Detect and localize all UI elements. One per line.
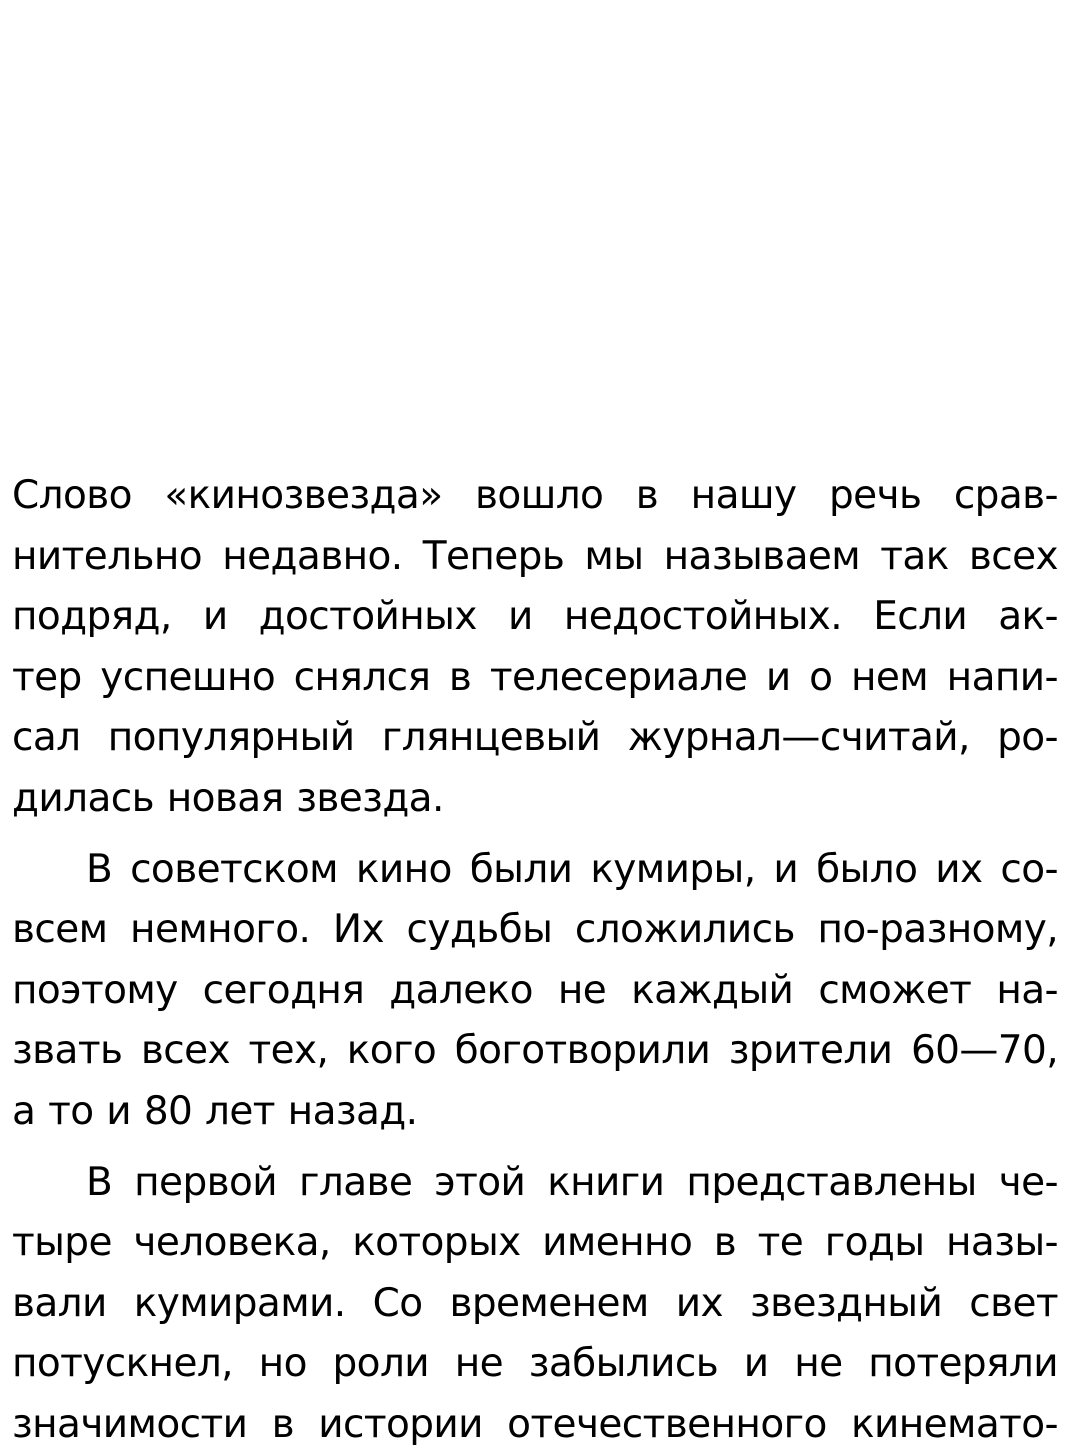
text-line: звать всех тех, кого боготворили зрители 60—70, bbox=[12, 1028, 1058, 1074]
paragraph-3 bbox=[12, 1153, 1058, 1456]
text-line: вали кумирами. Со временем их звездный свет bbox=[12, 1280, 1058, 1326]
text-line: поэтому сегодня далеко не каждый сможет на- bbox=[12, 967, 1058, 1013]
text-line: В первой главе этой книги представлены че- bbox=[86, 1159, 1058, 1205]
paragraph-1 bbox=[12, 466, 1058, 830]
text-line: Слово «кинозвезда» вошло в нашу речь срав- bbox=[12, 473, 1058, 518]
text-line: тер успешно снялся в телесериале и о нем напи- bbox=[12, 654, 1058, 700]
text-line: сал популярный глянцевый журнал—считай, ро- bbox=[12, 715, 1058, 761]
text-line: тыре человека, которых именно в те годы назы- bbox=[12, 1220, 1058, 1266]
body-text bbox=[12, 466, 1058, 1456]
paragraph-2 bbox=[12, 840, 1058, 1143]
text-line: всем немного. Их судьбы сложились по-разному, bbox=[12, 907, 1058, 953]
text-line: дилась новая звезда. bbox=[12, 775, 444, 821]
text-line: В советском кино были кумиры, и было их со- bbox=[86, 846, 1058, 892]
text-line: а то и 80 лет назад. bbox=[12, 1088, 418, 1134]
text-line: потускнел, но роли не забылись и не потеряли bbox=[12, 1341, 1058, 1387]
text-line: нительно недавно. Теперь мы называем так всех bbox=[12, 533, 1058, 579]
text-line: подряд, и достойных и недостойных. Если ак- bbox=[12, 594, 1058, 640]
text-line: значимости в истории отечественного кинемато- bbox=[12, 1401, 1058, 1447]
